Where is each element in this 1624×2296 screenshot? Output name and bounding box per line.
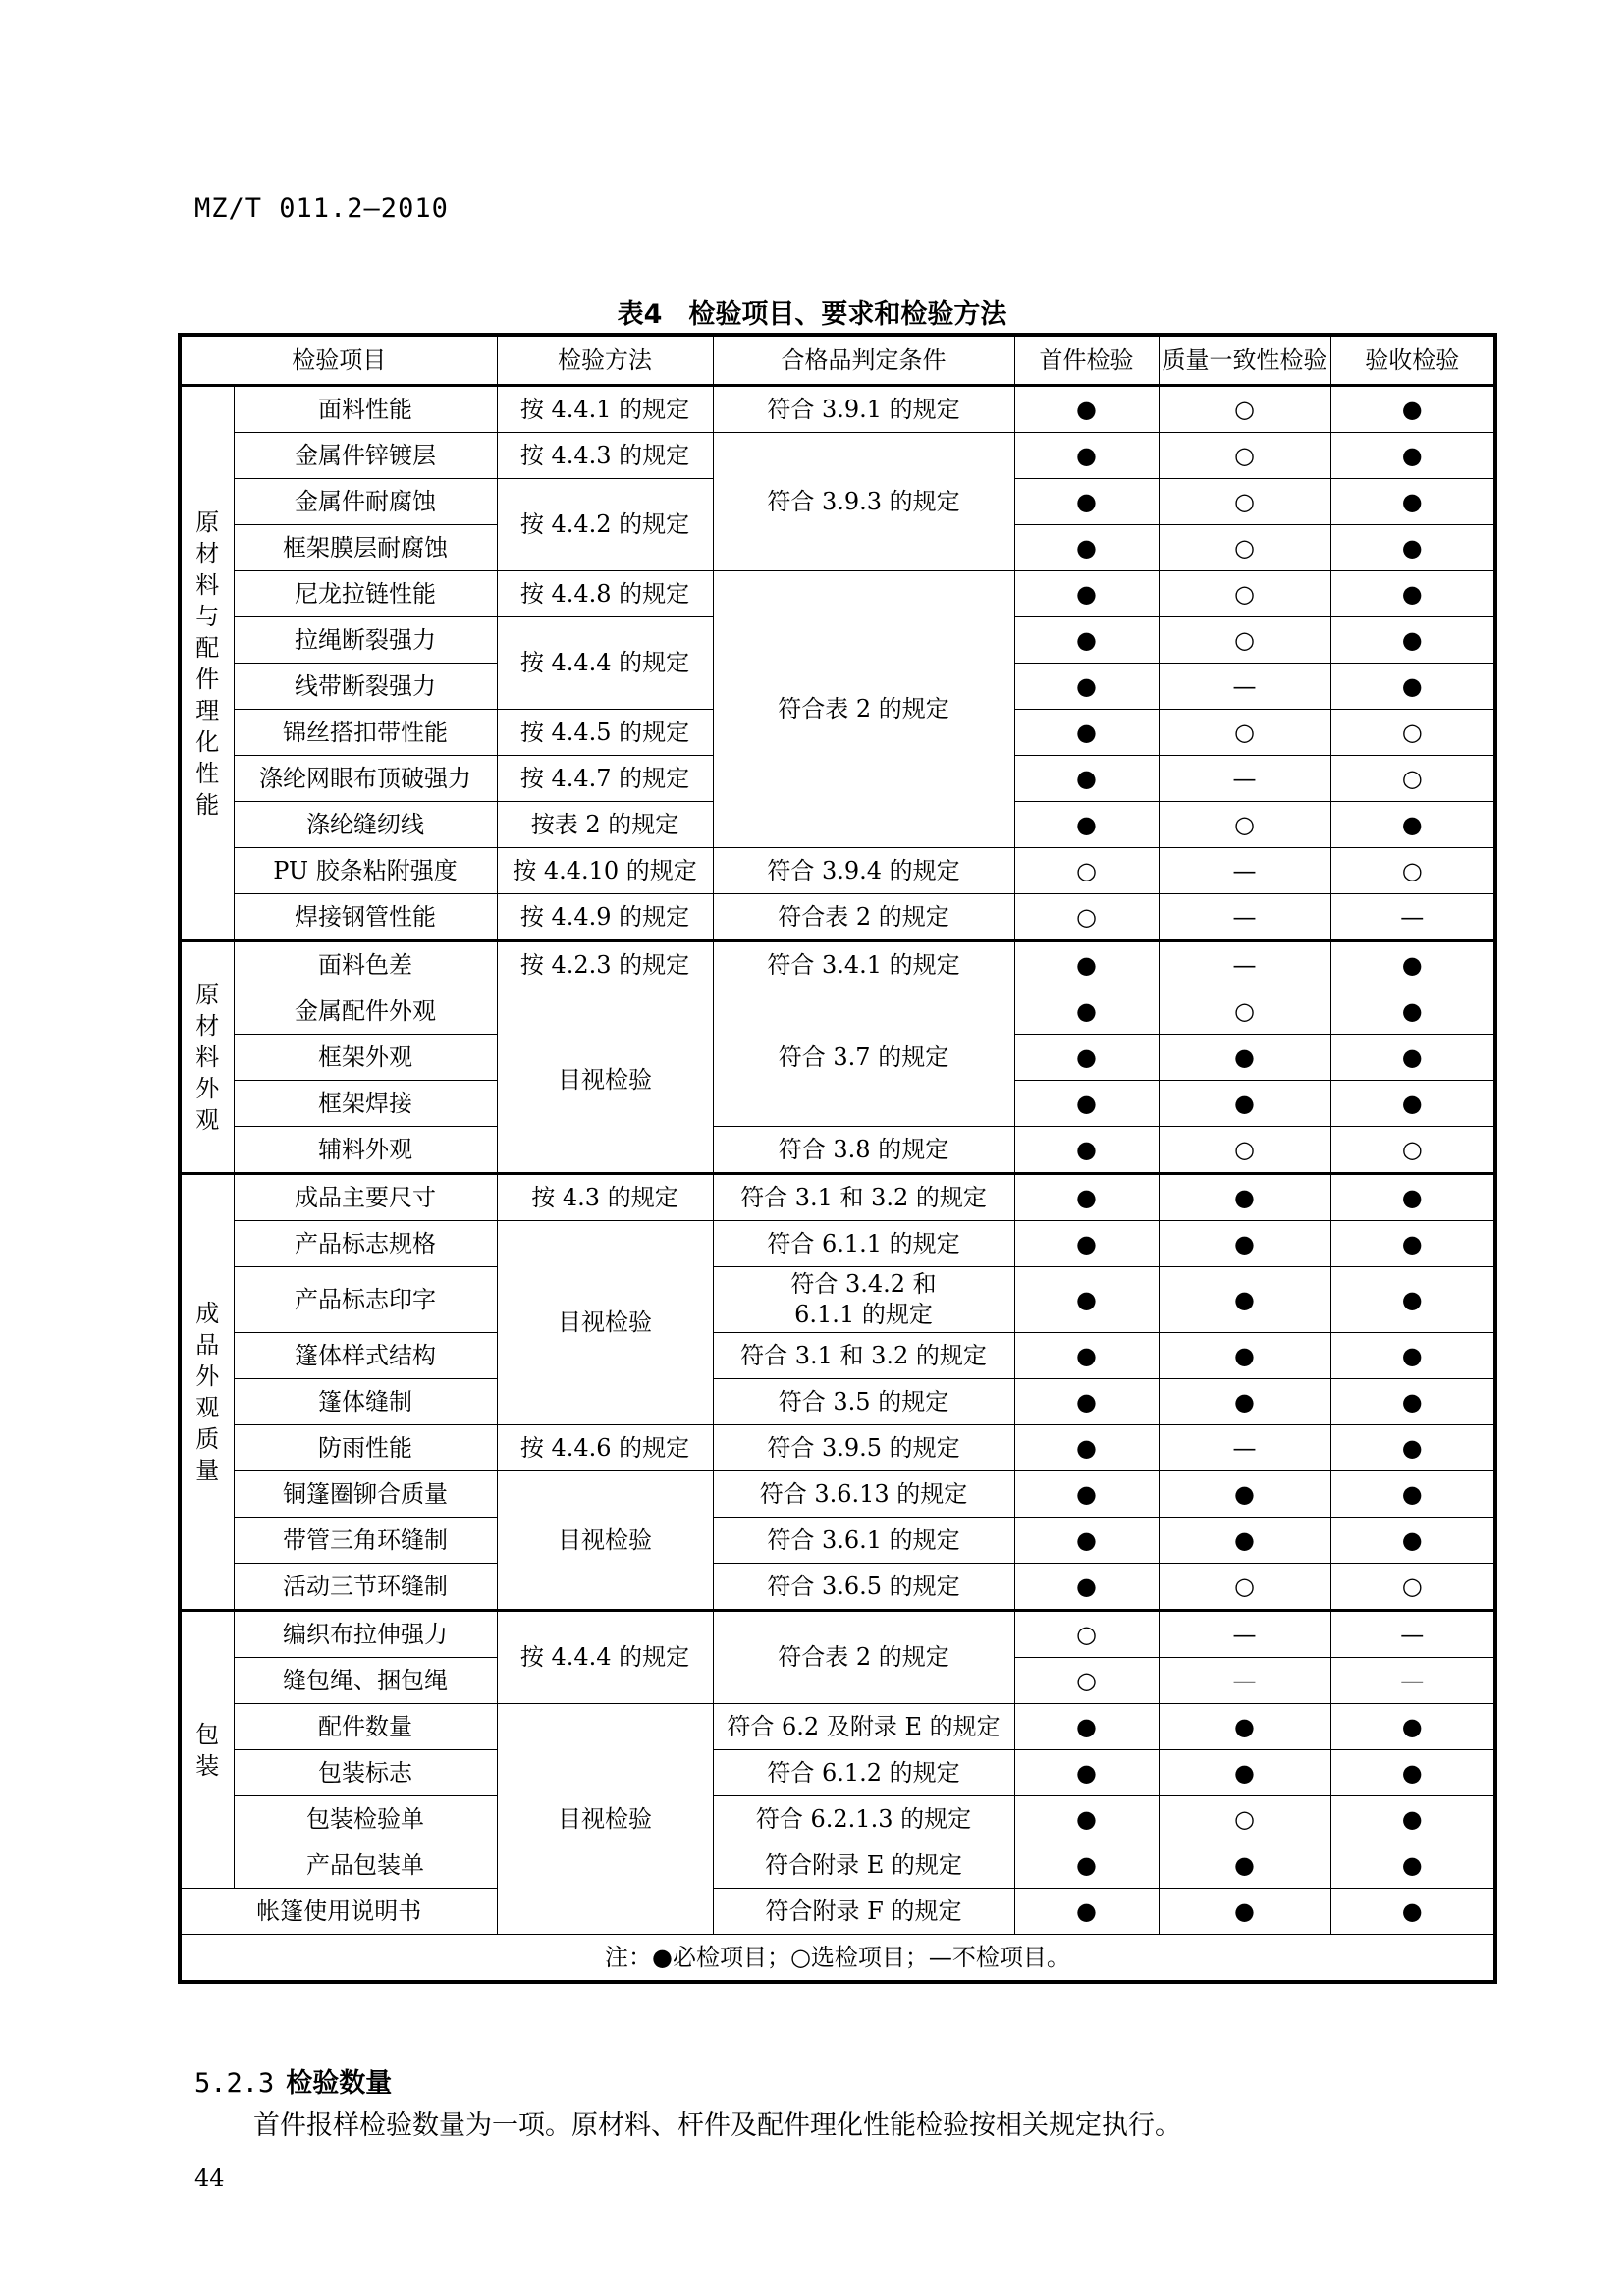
acceptance-mark: ● bbox=[1330, 1035, 1495, 1081]
first-inspection-mark: ● bbox=[1014, 617, 1159, 664]
method-cell: 按 4.4.4 的规定 bbox=[497, 617, 713, 710]
first-inspection-mark: ● bbox=[1014, 386, 1159, 433]
first-inspection-mark: ○ bbox=[1014, 894, 1159, 941]
acceptance-mark: ● bbox=[1330, 1471, 1495, 1518]
condition-cell: 符合表 2 的规定 bbox=[713, 894, 1014, 941]
quality-consistency-mark: ● bbox=[1159, 1267, 1330, 1333]
condition-cell: 符合 6.2.1.3 的规定 bbox=[713, 1796, 1014, 1842]
acceptance-mark: ● bbox=[1330, 1842, 1495, 1889]
header-acceptance: 验收检验 bbox=[1330, 335, 1495, 386]
item-cell: 金属件锌镀层 bbox=[234, 433, 497, 479]
first-inspection-mark: ● bbox=[1014, 710, 1159, 756]
inspection-table bbox=[178, 333, 1497, 1984]
first-inspection-mark: ● bbox=[1014, 1174, 1159, 1221]
method-cell: 按 4.4.10 的规定 bbox=[497, 848, 713, 894]
quality-consistency-mark: ○ bbox=[1159, 988, 1330, 1035]
quality-consistency-mark: ● bbox=[1159, 1035, 1330, 1081]
method-cell: 目视检验 bbox=[497, 1221, 713, 1425]
acceptance-mark: ● bbox=[1330, 1796, 1495, 1842]
header-item: 检验项目 bbox=[180, 335, 497, 386]
first-inspection-mark: ● bbox=[1014, 1471, 1159, 1518]
quality-consistency-mark: — bbox=[1159, 664, 1330, 710]
quality-consistency-mark: ○ bbox=[1159, 617, 1330, 664]
group-label: 原材料与配件理化性能 bbox=[180, 386, 234, 941]
quality-consistency-mark: ● bbox=[1159, 1471, 1330, 1518]
first-inspection-mark: ● bbox=[1014, 479, 1159, 525]
first-inspection-mark: ● bbox=[1014, 1425, 1159, 1471]
item-cell: 锦丝搭扣带性能 bbox=[234, 710, 497, 756]
condition-cell: 符合 3.1 和 3.2 的规定 bbox=[713, 1174, 1014, 1221]
first-inspection-mark: ● bbox=[1014, 1750, 1159, 1796]
acceptance-mark: ● bbox=[1330, 1379, 1495, 1425]
item-cell: 框架焊接 bbox=[234, 1081, 497, 1127]
item-cell: 活动三节环缝制 bbox=[234, 1564, 497, 1611]
first-inspection-mark: ● bbox=[1014, 664, 1159, 710]
table-row bbox=[180, 386, 1495, 433]
quality-consistency-mark: ○ bbox=[1159, 1796, 1330, 1842]
condition-cell: 符合 6.2 及附录 E 的规定 bbox=[713, 1704, 1014, 1750]
acceptance-mark: ● bbox=[1330, 664, 1495, 710]
item-cell: 篷体缝制 bbox=[234, 1379, 497, 1425]
acceptance-mark: ○ bbox=[1330, 1564, 1495, 1611]
quality-consistency-mark: ○ bbox=[1159, 710, 1330, 756]
quality-consistency-mark: — bbox=[1159, 894, 1330, 941]
method-cell: 按 4.3 的规定 bbox=[497, 1174, 713, 1221]
table-row bbox=[180, 1518, 1495, 1564]
method-cell: 按表 2 的规定 bbox=[497, 802, 713, 848]
group-label: 包装 bbox=[180, 1611, 234, 1889]
condition-cell: 符合 3.9.5 的规定 bbox=[713, 1425, 1014, 1471]
page-number: 44 bbox=[194, 2164, 225, 2192]
first-inspection-mark: ● bbox=[1014, 941, 1159, 988]
table-row bbox=[180, 1221, 1495, 1267]
quality-consistency-mark: ● bbox=[1159, 1174, 1330, 1221]
acceptance-mark: ○ bbox=[1330, 1127, 1495, 1174]
first-inspection-mark: ○ bbox=[1014, 1611, 1159, 1658]
acceptance-mark: ● bbox=[1330, 1889, 1495, 1935]
first-inspection-mark: ● bbox=[1014, 1518, 1159, 1564]
quality-consistency-mark: ● bbox=[1159, 1704, 1330, 1750]
table-row bbox=[180, 1127, 1495, 1174]
item-cell: 篷体样式结构 bbox=[234, 1333, 497, 1379]
quality-consistency-mark: ● bbox=[1159, 1221, 1330, 1267]
method-cell: 按 4.2.3 的规定 bbox=[497, 941, 713, 988]
item-cell: 防雨性能 bbox=[234, 1425, 497, 1471]
method-cell: 按 4.4.8 的规定 bbox=[497, 571, 713, 617]
quality-consistency-mark: — bbox=[1159, 1658, 1330, 1704]
header-first-inspection: 首件检验 bbox=[1014, 335, 1159, 386]
first-inspection-mark: ● bbox=[1014, 988, 1159, 1035]
quality-consistency-mark: ● bbox=[1159, 1333, 1330, 1379]
quality-consistency-mark: — bbox=[1159, 756, 1330, 802]
condition-cell: 符合表 2 的规定 bbox=[713, 571, 1014, 848]
acceptance-mark: ○ bbox=[1330, 848, 1495, 894]
acceptance-mark: ○ bbox=[1330, 756, 1495, 802]
item-cell: 帐篷使用说明书 bbox=[180, 1889, 497, 1935]
acceptance-mark: ○ bbox=[1330, 710, 1495, 756]
table-note-row bbox=[180, 1935, 1495, 1983]
item-cell: 编织布拉伸强力 bbox=[234, 1611, 497, 1658]
item-cell: 面料性能 bbox=[234, 386, 497, 433]
table-row bbox=[180, 894, 1495, 941]
acceptance-mark: ● bbox=[1330, 1221, 1495, 1267]
item-cell: PU 胶条粘附强度 bbox=[234, 848, 497, 894]
quality-consistency-mark: ● bbox=[1159, 1518, 1330, 1564]
first-inspection-mark: ● bbox=[1014, 571, 1159, 617]
first-inspection-mark: ● bbox=[1014, 802, 1159, 848]
table-row bbox=[180, 988, 1495, 1035]
method-cell: 目视检验 bbox=[497, 988, 713, 1174]
condition-cell: 符合 3.9.3 的规定 bbox=[713, 433, 1014, 571]
section-heading bbox=[194, 2061, 392, 2100]
condition-cell: 符合 3.9.4 的规定 bbox=[713, 848, 1014, 894]
table-row bbox=[180, 1425, 1495, 1471]
method-cell: 按 4.4.7 的规定 bbox=[497, 756, 713, 802]
table-row bbox=[180, 1174, 1495, 1221]
item-cell: 包装检验单 bbox=[234, 1796, 497, 1842]
acceptance-mark: — bbox=[1330, 1658, 1495, 1704]
first-inspection-mark: ● bbox=[1014, 1796, 1159, 1842]
method-cell: 按 4.4.9 的规定 bbox=[497, 894, 713, 941]
first-inspection-mark: ● bbox=[1014, 1379, 1159, 1425]
first-inspection-mark: ● bbox=[1014, 756, 1159, 802]
item-cell: 线带断裂强力 bbox=[234, 664, 497, 710]
quality-consistency-mark: ○ bbox=[1159, 1127, 1330, 1174]
acceptance-mark: ● bbox=[1330, 617, 1495, 664]
item-cell: 涤纶网眼布顶破强力 bbox=[234, 756, 497, 802]
acceptance-mark: ● bbox=[1330, 988, 1495, 1035]
acceptance-mark: ● bbox=[1330, 433, 1495, 479]
quality-consistency-mark: ○ bbox=[1159, 433, 1330, 479]
acceptance-mark: ● bbox=[1330, 1518, 1495, 1564]
condition-cell: 符合 3.5 的规定 bbox=[713, 1379, 1014, 1425]
acceptance-mark: ● bbox=[1330, 386, 1495, 433]
item-cell: 产品标志规格 bbox=[234, 1221, 497, 1267]
quality-consistency-mark: ○ bbox=[1159, 1564, 1330, 1611]
first-inspection-mark: ● bbox=[1014, 1564, 1159, 1611]
table-row bbox=[180, 1842, 1495, 1889]
quality-consistency-mark: ○ bbox=[1159, 525, 1330, 571]
condition-cell: 符合 6.1.1 的规定 bbox=[713, 1221, 1014, 1267]
table-row bbox=[180, 848, 1495, 894]
first-inspection-mark: ○ bbox=[1014, 1658, 1159, 1704]
quality-consistency-mark: ○ bbox=[1159, 802, 1330, 848]
item-cell: 产品包装单 bbox=[234, 1842, 497, 1889]
section-title: 检验数量 bbox=[286, 2068, 393, 2099]
quality-consistency-mark: ● bbox=[1159, 1842, 1330, 1889]
quality-consistency-mark: ● bbox=[1159, 1889, 1330, 1935]
table-row bbox=[180, 1379, 1495, 1425]
item-cell: 尼龙拉链性能 bbox=[234, 571, 497, 617]
condition-cell: 符合 3.9.1 的规定 bbox=[713, 386, 1014, 433]
condition-cell: 符合 3.8 的规定 bbox=[713, 1127, 1014, 1174]
item-cell: 带管三角环缝制 bbox=[234, 1518, 497, 1564]
acceptance-mark: — bbox=[1330, 894, 1495, 941]
acceptance-mark: ● bbox=[1330, 571, 1495, 617]
method-cell: 按 4.4.1 的规定 bbox=[497, 386, 713, 433]
first-inspection-mark: ● bbox=[1014, 1081, 1159, 1127]
condition-cell: 符合 3.7 的规定 bbox=[713, 988, 1014, 1127]
item-cell: 辅料外观 bbox=[234, 1127, 497, 1174]
table-row bbox=[180, 941, 1495, 988]
first-inspection-mark: ● bbox=[1014, 1221, 1159, 1267]
item-cell: 拉绳断裂强力 bbox=[234, 617, 497, 664]
first-inspection-mark: ● bbox=[1014, 1267, 1159, 1333]
acceptance-mark: ● bbox=[1330, 525, 1495, 571]
quality-consistency-mark: ● bbox=[1159, 1379, 1330, 1425]
item-cell: 缝包绳、捆包绳 bbox=[234, 1658, 497, 1704]
condition-cell: 符合 3.1 和 3.2 的规定 bbox=[713, 1333, 1014, 1379]
item-cell: 包装标志 bbox=[234, 1750, 497, 1796]
item-cell: 框架外观 bbox=[234, 1035, 497, 1081]
item-cell: 框架膜层耐腐蚀 bbox=[234, 525, 497, 571]
quality-consistency-mark: — bbox=[1159, 848, 1330, 894]
table-row bbox=[180, 1611, 1495, 1658]
table-row bbox=[180, 1704, 1495, 1750]
condition-cell: 符合附录 E 的规定 bbox=[713, 1842, 1014, 1889]
item-cell: 产品标志印字 bbox=[234, 1267, 497, 1333]
group-label: 原材料外观 bbox=[180, 941, 234, 1174]
table-row bbox=[180, 1750, 1495, 1796]
method-cell: 按 4.4.3 的规定 bbox=[497, 433, 713, 479]
acceptance-mark: ● bbox=[1330, 1267, 1495, 1333]
acceptance-mark: ● bbox=[1330, 479, 1495, 525]
method-cell: 按 4.4.5 的规定 bbox=[497, 710, 713, 756]
section-number: 5.2.3 bbox=[194, 2068, 275, 2099]
condition-cell: 符合 3.6.5 的规定 bbox=[713, 1564, 1014, 1611]
header-condition: 合格品判定条件 bbox=[713, 335, 1014, 386]
acceptance-mark: ● bbox=[1330, 1333, 1495, 1379]
acceptance-mark: ● bbox=[1330, 1750, 1495, 1796]
quality-consistency-mark: — bbox=[1159, 941, 1330, 988]
first-inspection-mark: ● bbox=[1014, 1889, 1159, 1935]
header-quality-consistency: 质量一致性检验 bbox=[1159, 335, 1330, 386]
quality-consistency-mark: ○ bbox=[1159, 386, 1330, 433]
quality-consistency-mark: — bbox=[1159, 1425, 1330, 1471]
table-row bbox=[180, 1796, 1495, 1842]
item-cell: 面料色差 bbox=[234, 941, 497, 988]
item-cell: 金属件耐腐蚀 bbox=[234, 479, 497, 525]
acceptance-mark: ● bbox=[1330, 1174, 1495, 1221]
table-row bbox=[180, 1333, 1495, 1379]
acceptance-mark: — bbox=[1330, 1611, 1495, 1658]
table-row bbox=[180, 571, 1495, 617]
item-cell: 配件数量 bbox=[234, 1704, 497, 1750]
table-row bbox=[180, 1267, 1495, 1333]
method-cell: 目视检验 bbox=[497, 1704, 713, 1935]
first-inspection-mark: ● bbox=[1014, 525, 1159, 571]
first-inspection-mark: ● bbox=[1014, 1704, 1159, 1750]
item-cell: 焊接钢管性能 bbox=[234, 894, 497, 941]
section-paragraph: 首件报样检验数量为一项。原材料、杆件及配件理化性能检验按相关规定执行。 bbox=[253, 2110, 1181, 2141]
table-row bbox=[180, 1564, 1495, 1611]
quality-consistency-mark: ● bbox=[1159, 1081, 1330, 1127]
condition-cell: 符合 3.6.1 的规定 bbox=[713, 1518, 1014, 1564]
table-row bbox=[180, 1471, 1495, 1518]
standard-number: MZ/T 011.2—2010 bbox=[194, 193, 449, 224]
table-header-row bbox=[180, 335, 1495, 386]
table-row bbox=[180, 433, 1495, 479]
table-note: 注：●必检项目；○选检项目；—不检项目。 bbox=[180, 1935, 1495, 1983]
item-cell: 铜篷圈铆合质量 bbox=[234, 1471, 497, 1518]
condition-cell: 符合附录 F 的规定 bbox=[713, 1889, 1014, 1935]
acceptance-mark: ● bbox=[1330, 1704, 1495, 1750]
acceptance-mark: ● bbox=[1330, 1081, 1495, 1127]
method-cell: 按 4.4.2 的规定 bbox=[497, 479, 713, 571]
condition-cell: 符合 6.1.2 的规定 bbox=[713, 1750, 1014, 1796]
method-cell: 目视检验 bbox=[497, 1471, 713, 1611]
table-caption: 表4 检验项目、要求和检验方法 bbox=[617, 299, 1007, 330]
first-inspection-mark: ● bbox=[1014, 1333, 1159, 1379]
first-inspection-mark: ● bbox=[1014, 1842, 1159, 1889]
acceptance-mark: ● bbox=[1330, 802, 1495, 848]
first-inspection-mark: ● bbox=[1014, 433, 1159, 479]
condition-cell: 符合 3.6.13 的规定 bbox=[713, 1471, 1014, 1518]
condition-cell: 符合表 2 的规定 bbox=[713, 1611, 1014, 1704]
acceptance-mark: ● bbox=[1330, 1425, 1495, 1471]
condition-cell: 符合 3.4.2 和 6.1.1 的规定 bbox=[713, 1267, 1014, 1333]
acceptance-mark: ● bbox=[1330, 941, 1495, 988]
method-cell: 按 4.4.6 的规定 bbox=[497, 1425, 713, 1471]
item-cell: 涤纶缝纫线 bbox=[234, 802, 497, 848]
quality-consistency-mark: ○ bbox=[1159, 571, 1330, 617]
header-method: 检验方法 bbox=[497, 335, 713, 386]
first-inspection-mark: ● bbox=[1014, 1127, 1159, 1174]
table-row bbox=[180, 1889, 1495, 1935]
first-inspection-mark: ● bbox=[1014, 1035, 1159, 1081]
method-cell: 按 4.4.4 的规定 bbox=[497, 1611, 713, 1704]
item-cell: 成品主要尺寸 bbox=[234, 1174, 497, 1221]
group-label: 成品外观质量 bbox=[180, 1174, 234, 1611]
first-inspection-mark: ○ bbox=[1014, 848, 1159, 894]
item-cell: 金属配件外观 bbox=[234, 988, 497, 1035]
condition-cell: 符合 3.4.1 的规定 bbox=[713, 941, 1014, 988]
quality-consistency-mark: ● bbox=[1159, 1750, 1330, 1796]
quality-consistency-mark: — bbox=[1159, 1611, 1330, 1658]
quality-consistency-mark: ○ bbox=[1159, 479, 1330, 525]
